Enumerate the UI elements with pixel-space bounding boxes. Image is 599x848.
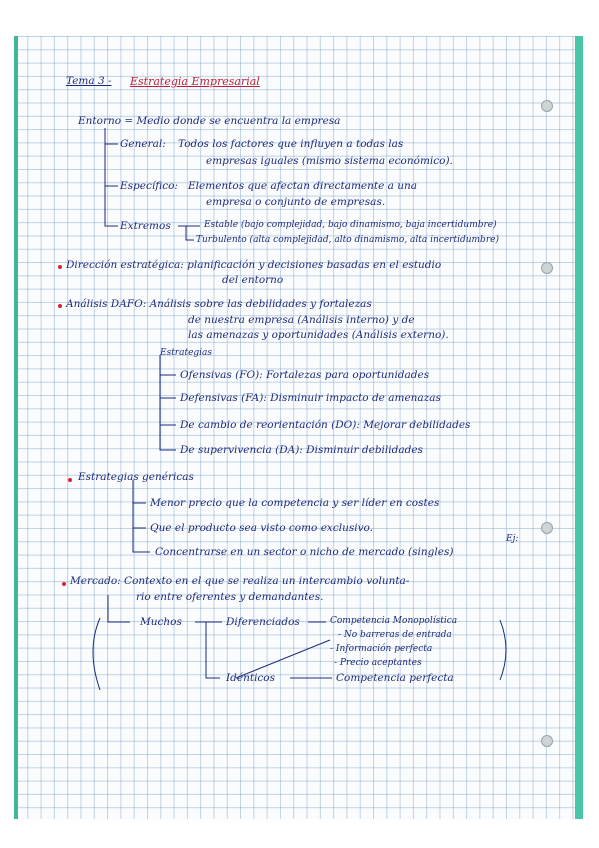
estrategias-label: Estrategias [160, 348, 213, 358]
mercado-condition: - No barreras de entrada [338, 630, 452, 640]
entorno-head: Entorno = Medio donde se encuentra la empresa [78, 115, 341, 127]
muchos-label: Muchos [140, 616, 182, 628]
turbulento-text: Turbulento (alta complejidad, alto dinamismo, alta incertidumbre) [196, 235, 499, 245]
generica-item: Que el producto sea visto como exclusivo. [150, 522, 374, 534]
especifico-label: Específico: [120, 180, 178, 192]
ejemplo-note: Ej: [506, 534, 519, 544]
generica-item: Concentrarse en un sector o nicho de mercado (singles) [155, 546, 454, 558]
mercado-line-2: rio entre oferentes y demandantes. [136, 591, 324, 603]
competencia-perfecta: Competencia perfecta [336, 672, 454, 684]
competencia-monopolistica: Competencia Monopolística [330, 616, 458, 626]
bullet-icon [68, 478, 72, 482]
identicos-label: Idénticos [226, 672, 276, 684]
diferenciados-label: Diferenciados [226, 616, 300, 628]
direccion-line-2: del entorno [222, 274, 284, 286]
dafo-line-3: las amenazas y oportunidades (Análisis externo). [188, 329, 449, 341]
especifico-text-1: Elementos que afectan directamente a una [188, 180, 418, 192]
general-text-1: Todos los factores que influyen a todas las [178, 138, 404, 150]
general-text-2: empresas iguales (mismo sistema económico). [206, 155, 453, 167]
especifico-text-2: empresa o conjunto de empresas. [206, 196, 386, 208]
bullet-icon [58, 265, 62, 269]
page-title: Estrategia Empresarial [130, 75, 260, 88]
genericas-head: Estrategias genéricas [78, 471, 194, 483]
general-label: General: [120, 138, 166, 150]
estable-text: Estable (bajo complejidad, bajo dinamismo, baja incertidumbre) [204, 220, 497, 230]
bullet-icon [62, 582, 66, 586]
title-prefix: Tema 3 - [66, 75, 112, 87]
bullet-icon [58, 304, 62, 308]
dafo-item: De cambio de reorientación (DO): Mejorar debilidades [180, 419, 471, 431]
dafo-line-2: de nuestra empresa (Análisis interno) y de [188, 314, 415, 326]
mercado-condition: - Precio aceptantes [334, 658, 422, 668]
dafo-line-1: Análisis DAFO: Análisis sobre las debilidades y fortalezas [66, 298, 372, 310]
dafo-item: De supervivencia (DA): Disminuir debilidades [180, 444, 423, 456]
extremos-label: Extremos [120, 220, 171, 232]
mercado-condition: - Información perfecta [330, 644, 433, 654]
generica-item: Menor precio que la competencia y ser líder en costes [150, 497, 440, 509]
dafo-item: Ofensivas (FO): Fortalezas para oportunidades [180, 369, 430, 381]
dafo-item: Defensivas (FA): Disminuir impacto de amenazas [180, 392, 441, 404]
direccion-line-1: Dirección estratégica: planificación y decisiones basadas en el estudio [66, 259, 442, 271]
mercado-line-1: Mercado: Contexto en el que se realiza un intercambio volunta- [70, 575, 410, 587]
